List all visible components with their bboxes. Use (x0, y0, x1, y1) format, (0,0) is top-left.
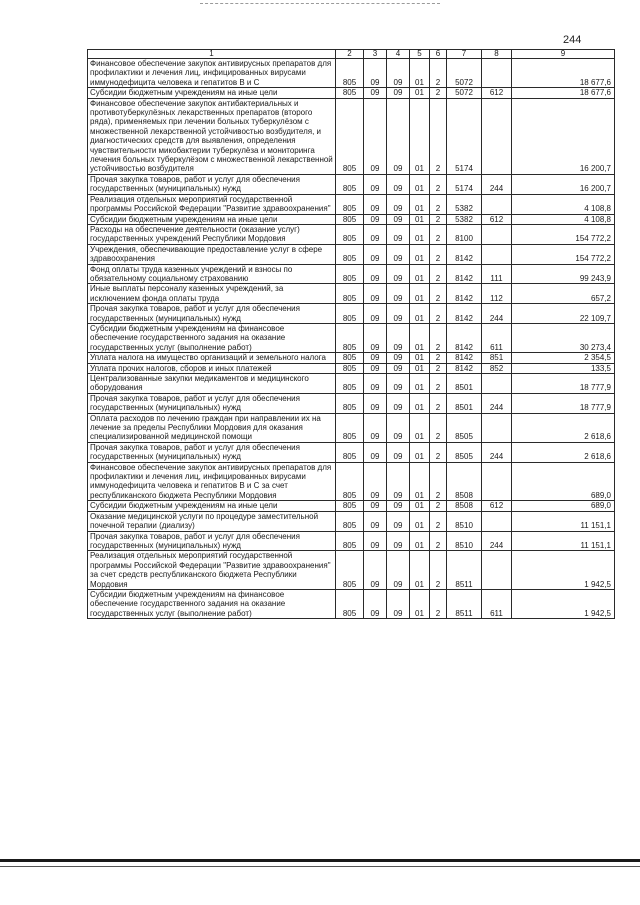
expense-type-cell (482, 374, 512, 394)
target-code-cell: 8142 (447, 264, 482, 284)
expense-type-cell (482, 194, 512, 214)
target-code-cell: 8508 (447, 501, 482, 511)
amount-cell: 16 200,7 (512, 174, 615, 194)
subsection-code-cell: 09 (387, 511, 410, 531)
column-header: 1 (88, 50, 336, 59)
target-code-cell: 8142 (447, 304, 482, 324)
program-code-cell: 01 (410, 462, 430, 501)
expense-type-cell: 612 (482, 501, 512, 511)
section-code-cell: 09 (364, 174, 387, 194)
row-name-cell: Оказание медицинской услуги по процедуре заместительной почечной терапии (диализу) (88, 511, 336, 531)
amount-cell: 154 772,2 (512, 224, 615, 244)
section-code-cell: 09 (364, 462, 387, 501)
subprogram-code-cell: 2 (430, 194, 447, 214)
subsection-code-cell: 09 (387, 531, 410, 551)
ministry-code-cell: 805 (336, 174, 364, 194)
expense-type-cell: 612 (482, 214, 512, 224)
subprogram-code-cell: 2 (430, 393, 447, 413)
column-header: 6 (430, 50, 447, 59)
subsection-code-cell: 09 (387, 462, 410, 501)
target-code-cell: 8501 (447, 374, 482, 394)
expense-type-cell: 111 (482, 264, 512, 284)
expense-type-cell: 852 (482, 363, 512, 373)
program-code-cell: 01 (410, 531, 430, 551)
section-code-cell: 09 (364, 214, 387, 224)
program-code-cell: 01 (410, 59, 430, 88)
amount-cell: 18 677,6 (512, 88, 615, 98)
expense-type-cell: 611 (482, 589, 512, 618)
column-header: 7 (447, 50, 482, 59)
ministry-code-cell: 805 (336, 353, 364, 363)
amount-cell: 18 777,9 (512, 393, 615, 413)
subprogram-code-cell: 2 (430, 264, 447, 284)
target-code-cell: 5382 (447, 194, 482, 214)
section-code-cell: 09 (364, 511, 387, 531)
column-header: 5 (410, 50, 430, 59)
expense-type-cell: 244 (482, 531, 512, 551)
ministry-code-cell: 805 (336, 374, 364, 394)
target-code-cell: 8510 (447, 531, 482, 551)
subprogram-code-cell: 2 (430, 363, 447, 373)
row-name-cell: Субсидии бюджетным учреждениям на иные цели (88, 501, 336, 511)
ministry-code-cell: 805 (336, 589, 364, 618)
target-code-cell: 8142 (447, 284, 482, 304)
target-code-cell: 8142 (447, 353, 482, 363)
expense-type-cell (482, 244, 512, 264)
expense-type-cell: 244 (482, 304, 512, 324)
section-code-cell: 09 (364, 551, 387, 590)
subprogram-code-cell: 2 (430, 442, 447, 462)
subprogram-code-cell: 2 (430, 353, 447, 363)
subsection-code-cell: 09 (387, 98, 410, 174)
program-code-cell: 01 (410, 88, 430, 98)
subprogram-code-cell: 2 (430, 462, 447, 501)
expense-type-cell (482, 413, 512, 442)
program-code-cell: 01 (410, 363, 430, 373)
program-code-cell: 01 (410, 589, 430, 618)
section-code-cell: 09 (364, 501, 387, 511)
table-row (88, 88, 615, 98)
program-code-cell: 01 (410, 194, 430, 214)
target-code-cell: 5382 (447, 214, 482, 224)
row-name-cell: Субсидии бюджетным учреждениям на финансовое обеспечение государственного задания на оказание государственных услуг (выполнение работ) (88, 589, 336, 618)
amount-cell: 30 273,4 (512, 323, 615, 352)
ministry-code-cell: 805 (336, 214, 364, 224)
row-name-cell: Прочая закупка товаров, работ и услуг для обеспечения государственных (муниципальных) нужд (88, 531, 336, 551)
row-name-cell: Финансовое обеспечение закупок антивирусных препаратов для профилактики и лечения лиц, инфицированных вирусами иммунодефицита человека и гепатитов В и С (88, 59, 336, 88)
program-code-cell: 01 (410, 374, 430, 394)
program-code-cell: 01 (410, 284, 430, 304)
ministry-code-cell: 805 (336, 413, 364, 442)
column-header: 8 (482, 50, 512, 59)
subsection-code-cell: 09 (387, 244, 410, 264)
ministry-code-cell: 805 (336, 304, 364, 324)
table-row (88, 214, 615, 224)
amount-cell: 4 108,8 (512, 214, 615, 224)
table-row (88, 224, 615, 244)
table-header-row (88, 50, 615, 59)
subprogram-code-cell: 2 (430, 413, 447, 442)
table-row (88, 363, 615, 373)
target-code-cell: 5072 (447, 59, 482, 88)
amount-cell: 18 777,9 (512, 374, 615, 394)
table-row (88, 59, 615, 88)
ministry-code-cell: 805 (336, 531, 364, 551)
subsection-code-cell: 09 (387, 501, 410, 511)
table-row (88, 462, 615, 501)
scan-top-marks (200, 3, 440, 5)
table-row (88, 244, 615, 264)
subprogram-code-cell: 2 (430, 284, 447, 304)
row-name-cell: Оплата расходов по лечению граждан при направлении их на лечение за пределы Республики Мордовия для оказания специализированной медицинской помощи (88, 413, 336, 442)
bottom-rule-thin (0, 866, 640, 867)
section-code-cell: 09 (364, 284, 387, 304)
subprogram-code-cell: 2 (430, 551, 447, 590)
table-row (88, 194, 615, 214)
expense-type-cell (482, 98, 512, 174)
expense-type-cell: 112 (482, 284, 512, 304)
program-code-cell: 01 (410, 214, 430, 224)
section-code-cell: 09 (364, 224, 387, 244)
ministry-code-cell: 805 (336, 194, 364, 214)
subprogram-code-cell: 2 (430, 214, 447, 224)
ministry-code-cell: 805 (336, 323, 364, 352)
ministry-code-cell: 805 (336, 264, 364, 284)
subsection-code-cell: 09 (387, 551, 410, 590)
ministry-code-cell: 805 (336, 98, 364, 174)
subsection-code-cell: 09 (387, 442, 410, 462)
subprogram-code-cell: 2 (430, 374, 447, 394)
table-row (88, 531, 615, 551)
subprogram-code-cell: 2 (430, 323, 447, 352)
target-code-cell: 8505 (447, 413, 482, 442)
section-code-cell: 09 (364, 194, 387, 214)
column-header: 4 (387, 50, 410, 59)
ministry-code-cell: 805 (336, 511, 364, 531)
amount-cell: 4 108,8 (512, 194, 615, 214)
row-name-cell: Прочая закупка товаров, работ и услуг для обеспечения государственных (муниципальных) нужд (88, 442, 336, 462)
subsection-code-cell: 09 (387, 59, 410, 88)
subsection-code-cell: 09 (387, 214, 410, 224)
subsection-code-cell: 09 (387, 393, 410, 413)
amount-cell: 18 677,6 (512, 59, 615, 88)
table-row (88, 323, 615, 352)
target-code-cell: 8501 (447, 393, 482, 413)
ministry-code-cell: 805 (336, 393, 364, 413)
subsection-code-cell: 09 (387, 264, 410, 284)
subsection-code-cell: 09 (387, 88, 410, 98)
program-code-cell: 01 (410, 323, 430, 352)
table-row (88, 374, 615, 394)
program-code-cell: 01 (410, 393, 430, 413)
target-code-cell: 8510 (447, 511, 482, 531)
row-name-cell: Субсидии бюджетным учреждениям на иные цели (88, 214, 336, 224)
column-header: 3 (364, 50, 387, 59)
amount-cell: 22 109,7 (512, 304, 615, 324)
target-code-cell: 8508 (447, 462, 482, 501)
amount-cell: 11 151,1 (512, 531, 615, 551)
expense-type-cell: 244 (482, 174, 512, 194)
table-row (88, 393, 615, 413)
row-name-cell: Уплата прочих налогов, сборов и иных платежей (88, 363, 336, 373)
subsection-code-cell: 09 (387, 304, 410, 324)
subsection-code-cell: 09 (387, 194, 410, 214)
target-code-cell: 8142 (447, 363, 482, 373)
target-code-cell: 8511 (447, 589, 482, 618)
subprogram-code-cell: 2 (430, 244, 447, 264)
subsection-code-cell: 09 (387, 323, 410, 352)
section-code-cell: 09 (364, 442, 387, 462)
section-code-cell: 09 (364, 244, 387, 264)
section-code-cell: 09 (364, 413, 387, 442)
subprogram-code-cell: 2 (430, 304, 447, 324)
row-name-cell: Финансовое обеспечение закупок антивирусных препаратов для профилактики и лечения лиц, инфицированных вирусами иммунодефицита человека и гепатитов В и С за счет республиканского бюджета Республики Мордовия (88, 462, 336, 501)
amount-cell: 2 354,5 (512, 353, 615, 363)
column-header: 2 (336, 50, 364, 59)
table-row (88, 442, 615, 462)
subsection-code-cell: 09 (387, 284, 410, 304)
subprogram-code-cell: 2 (430, 589, 447, 618)
subprogram-code-cell: 2 (430, 88, 447, 98)
program-code-cell: 01 (410, 304, 430, 324)
target-code-cell: 8505 (447, 442, 482, 462)
program-code-cell: 01 (410, 353, 430, 363)
program-code-cell: 01 (410, 413, 430, 442)
column-header: 9 (512, 50, 615, 59)
row-name-cell: Прочая закупка товаров, работ и услуг для обеспечения государственных (муниципальных) нужд (88, 393, 336, 413)
amount-cell: 1 942,5 (512, 589, 615, 618)
ministry-code-cell: 805 (336, 59, 364, 88)
subsection-code-cell: 09 (387, 363, 410, 373)
target-code-cell: 5174 (447, 98, 482, 174)
expense-type-cell: 244 (482, 393, 512, 413)
section-code-cell: 09 (364, 589, 387, 618)
row-name-cell: Реализация отдельных мероприятий государственной программы Российской Федерации "Развитие здравоохранения" (88, 194, 336, 214)
ministry-code-cell: 805 (336, 224, 364, 244)
program-code-cell: 01 (410, 244, 430, 264)
section-code-cell: 09 (364, 374, 387, 394)
expense-type-cell (482, 551, 512, 590)
subprogram-code-cell: 2 (430, 224, 447, 244)
subprogram-code-cell: 2 (430, 501, 447, 511)
row-name-cell: Реализация отдельных мероприятий государственной программы Российской Федерации "Развитие здравоохранения" за счет средств республиканского бюджета Республики Мордовия (88, 551, 336, 590)
budget-table (87, 49, 615, 619)
amount-cell: 689,0 (512, 462, 615, 501)
row-name-cell: Фонд оплаты труда казенных учреждений и взносы по обязательному социальному страхованию (88, 264, 336, 284)
expense-type-cell (482, 224, 512, 244)
target-code-cell: 8142 (447, 244, 482, 264)
program-code-cell: 01 (410, 264, 430, 284)
table-row (88, 284, 615, 304)
expense-type-cell: 244 (482, 442, 512, 462)
amount-cell: 99 243,9 (512, 264, 615, 284)
target-code-cell: 8142 (447, 323, 482, 352)
amount-cell: 2 618,6 (512, 442, 615, 462)
table-row (88, 501, 615, 511)
ministry-code-cell: 805 (336, 551, 364, 590)
subsection-code-cell: 09 (387, 374, 410, 394)
row-name-cell: Расходы на обеспечение деятельности (оказание услуг) государственных учреждений Республики Мордовия (88, 224, 336, 244)
program-code-cell: 01 (410, 551, 430, 590)
amount-cell: 16 200,7 (512, 98, 615, 174)
target-code-cell: 5174 (447, 174, 482, 194)
table-row (88, 353, 615, 363)
target-code-cell: 8100 (447, 224, 482, 244)
subsection-code-cell: 09 (387, 589, 410, 618)
ministry-code-cell: 805 (336, 88, 364, 98)
row-name-cell: Централизованные закупки медикаментов и медицинского оборудования (88, 374, 336, 394)
expense-type-cell (482, 59, 512, 88)
program-code-cell: 01 (410, 511, 430, 531)
table-row (88, 98, 615, 174)
expense-type-cell: 611 (482, 323, 512, 352)
row-name-cell: Уплата налога на имущество организаций и земельного налога (88, 353, 336, 363)
table-row (88, 589, 615, 618)
section-code-cell: 09 (364, 363, 387, 373)
program-code-cell: 01 (410, 501, 430, 511)
section-code-cell: 09 (364, 323, 387, 352)
section-code-cell: 09 (364, 264, 387, 284)
row-name-cell: Прочая закупка товаров, работ и услуг для обеспечения государственных (муниципальных) нужд (88, 304, 336, 324)
table-row (88, 264, 615, 284)
section-code-cell: 09 (364, 98, 387, 174)
row-name-cell: Субсидии бюджетным учреждениям на иные цели (88, 88, 336, 98)
program-code-cell: 01 (410, 98, 430, 174)
expense-type-cell: 851 (482, 353, 512, 363)
expense-type-cell (482, 462, 512, 501)
bottom-rule (0, 859, 640, 862)
amount-cell: 1 942,5 (512, 551, 615, 590)
subprogram-code-cell: 2 (430, 98, 447, 174)
expense-type-cell: 612 (482, 88, 512, 98)
page-number: 244 (563, 34, 582, 46)
table-row (88, 511, 615, 531)
section-code-cell: 09 (364, 531, 387, 551)
ministry-code-cell: 805 (336, 284, 364, 304)
section-code-cell: 09 (364, 59, 387, 88)
program-code-cell: 01 (410, 442, 430, 462)
program-code-cell: 01 (410, 224, 430, 244)
amount-cell: 657,2 (512, 284, 615, 304)
table-row (88, 304, 615, 324)
amount-cell: 133,5 (512, 363, 615, 373)
ministry-code-cell: 805 (336, 501, 364, 511)
section-code-cell: 09 (364, 353, 387, 363)
target-code-cell: 8511 (447, 551, 482, 590)
subsection-code-cell: 09 (387, 224, 410, 244)
subsection-code-cell: 09 (387, 413, 410, 442)
section-code-cell: 09 (364, 304, 387, 324)
table-row (88, 413, 615, 442)
row-name-cell: Иные выплаты персоналу казенных учреждений, за исключением фонда оплаты труда (88, 284, 336, 304)
target-code-cell: 5072 (447, 88, 482, 98)
amount-cell: 11 151,1 (512, 511, 615, 531)
subprogram-code-cell: 2 (430, 531, 447, 551)
section-code-cell: 09 (364, 88, 387, 98)
program-code-cell: 01 (410, 174, 430, 194)
subsection-code-cell: 09 (387, 353, 410, 363)
amount-cell: 154 772,2 (512, 244, 615, 264)
ministry-code-cell: 805 (336, 244, 364, 264)
row-name-cell: Субсидии бюджетным учреждениям на финансовое обеспечение государственного задания на оказание государственных услуг (выполнение работ) (88, 323, 336, 352)
row-name-cell: Финансовое обеспечение закупок антибактериальных и противотуберкулёзных лекарственных препаратов (второго ряда), применяемых при лечении больных туберкулёзом с множественной лекарственной устойчивостью возбудителя, и диагностических средств для выявления, определения чувствительности микобактерии туберкулёза и мониторинга лечения больных туберкулёзом с множественной лекарственной устойчивостью возбудителя (88, 98, 336, 174)
table-row (88, 174, 615, 194)
expense-type-cell (482, 511, 512, 531)
subprogram-code-cell: 2 (430, 59, 447, 88)
row-name-cell: Учреждения, обеспечивающие предоставление услуг в сфере здравоохранения (88, 244, 336, 264)
amount-cell: 2 618,6 (512, 413, 615, 442)
subprogram-code-cell: 2 (430, 511, 447, 531)
ministry-code-cell: 805 (336, 363, 364, 373)
section-code-cell: 09 (364, 393, 387, 413)
ministry-code-cell: 805 (336, 442, 364, 462)
subsection-code-cell: 09 (387, 174, 410, 194)
ministry-code-cell: 805 (336, 462, 364, 501)
amount-cell: 689,0 (512, 501, 615, 511)
table-row (88, 551, 615, 590)
subprogram-code-cell: 2 (430, 174, 447, 194)
row-name-cell: Прочая закупка товаров, работ и услуг для обеспечения государственных (муниципальных) нужд (88, 174, 336, 194)
